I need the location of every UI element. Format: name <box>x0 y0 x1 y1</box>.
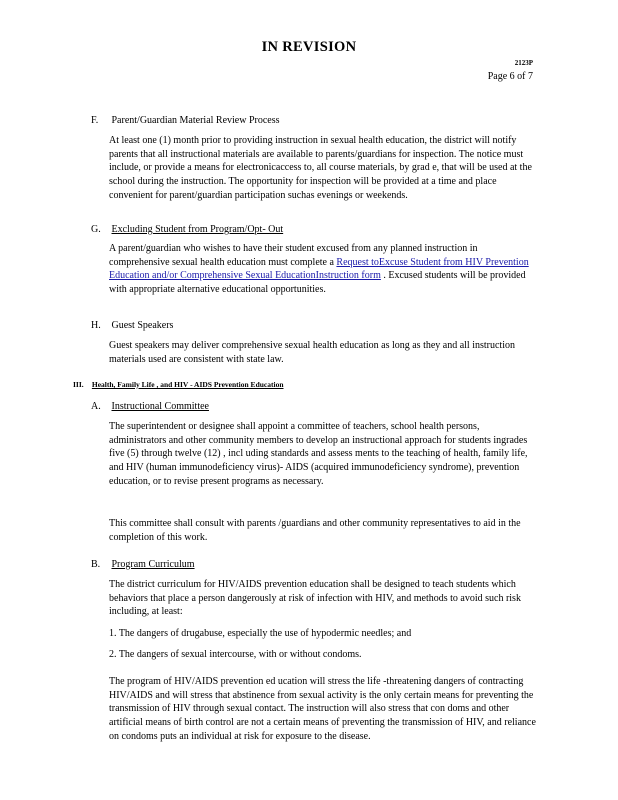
section-f-body: At least one (1) month prior to providing instruction in sexual health education, the district will notify parents that all instructional materials are available to parents/guardians for inspection. The notice must include, or provide a means for electronicaccess to, all course materials, by grad e, that will be used at the school during the instruction. The opportunity for inspection will be provided at a time and place convenient for parent/guardian participation suchas evenings or weekends. <box>109 135 532 201</box>
section-a-title: Instructional Committee <box>111 401 209 412</box>
request-to-excuse-form-link[interactable]: Request toExcuse Student from HIV Prevention Education and/or Comprehensive Sexual EducationInstruction form <box>109 256 529 282</box>
section-h-title: Guest Speakers <box>111 320 174 331</box>
section-a-mark: A. <box>91 401 101 412</box>
section-b-title: Program Curriculum <box>111 559 195 570</box>
section-f-heading <box>91 115 280 127</box>
section-b-mark: B. <box>91 559 101 570</box>
section-f-mark: F. <box>91 115 99 126</box>
list-item-1: 1. The dangers of drugabuse, especially the use of hypodermic needles; and <box>109 628 412 639</box>
section-g-heading <box>91 224 283 236</box>
section-g-body-end: . Excused students will be provided with appropriate alternative educational opportunities. <box>109 270 526 296</box>
section-h-mark: H. <box>91 320 101 331</box>
page-title: IN REVISION <box>261 39 357 55</box>
section-h-heading <box>91 320 173 332</box>
section-g-mark: G. <box>91 224 101 235</box>
section-b-body-2: The program of HIV/AIDS prevention ed ucation will stress the life -threatening dangers of contracting HIV/AIDS and will stress that abstinence from sexual activity is the only certain means for preventing the transmission of HIV through sexual contact. The instruction will also stress that con doms and other artificial means of birth control are not a certain means of preventing the transmission of HIV, and reliance on condoms puts an individual at risk for exposure to the disease. <box>109 676 536 742</box>
section-b-body-1: The district curriculum for HIV/AIDS prevention education shall be designed to teach students which behaviors that place a person dangerously at risk of infection with HIV, and methods to avoid such risk including, at least: <box>109 579 521 618</box>
section-a-body-2: This committee shall consult with parents /guardians and other community representatives to aid in the completion of this work. <box>109 518 521 543</box>
section-iii-title: Health, Family Life , and HIV - AIDS Prevention Education <box>91 380 284 389</box>
section-iii-heading <box>73 380 284 389</box>
list-item-2: 2. The dangers of sexual intercourse, with or without condoms. <box>109 649 362 660</box>
section-f-title: Parent/Guardian Material Review Process <box>111 115 280 126</box>
page-number: Page 6 of 7 <box>487 71 533 82</box>
section-g-title: Excluding Student from Program/Opt- Out <box>111 224 284 235</box>
section-a-heading <box>91 401 209 413</box>
document-code: 2123P <box>514 59 533 67</box>
section-a-body-1: The superintendent or designee shall appoint a committee of teachers, school health persons, administrators and other community members to develop an instructional approach for students ingrades five (5) through twelve (12) , incl uding standards and assess ments to the teaching of health, family life, and HIV (human immunodeficiency virus)- AIDS (acquired immunodeficiency syndrome), prevention education, or to revise present programs as necessary. <box>109 421 528 487</box>
section-iii-number: III. <box>73 380 84 389</box>
section-g-body <box>109 242 539 297</box>
section-h-body: Guest speakers may deliver comprehensive sexual health education as long as they and all instruction materials used are consistent with state law. <box>109 340 515 365</box>
section-g-body-start: A parent/guardian who wishes to have their student excused from any planned instruction in comprehensive sexual health education must complete a <box>109 243 478 268</box>
section-b-heading <box>91 559 195 571</box>
